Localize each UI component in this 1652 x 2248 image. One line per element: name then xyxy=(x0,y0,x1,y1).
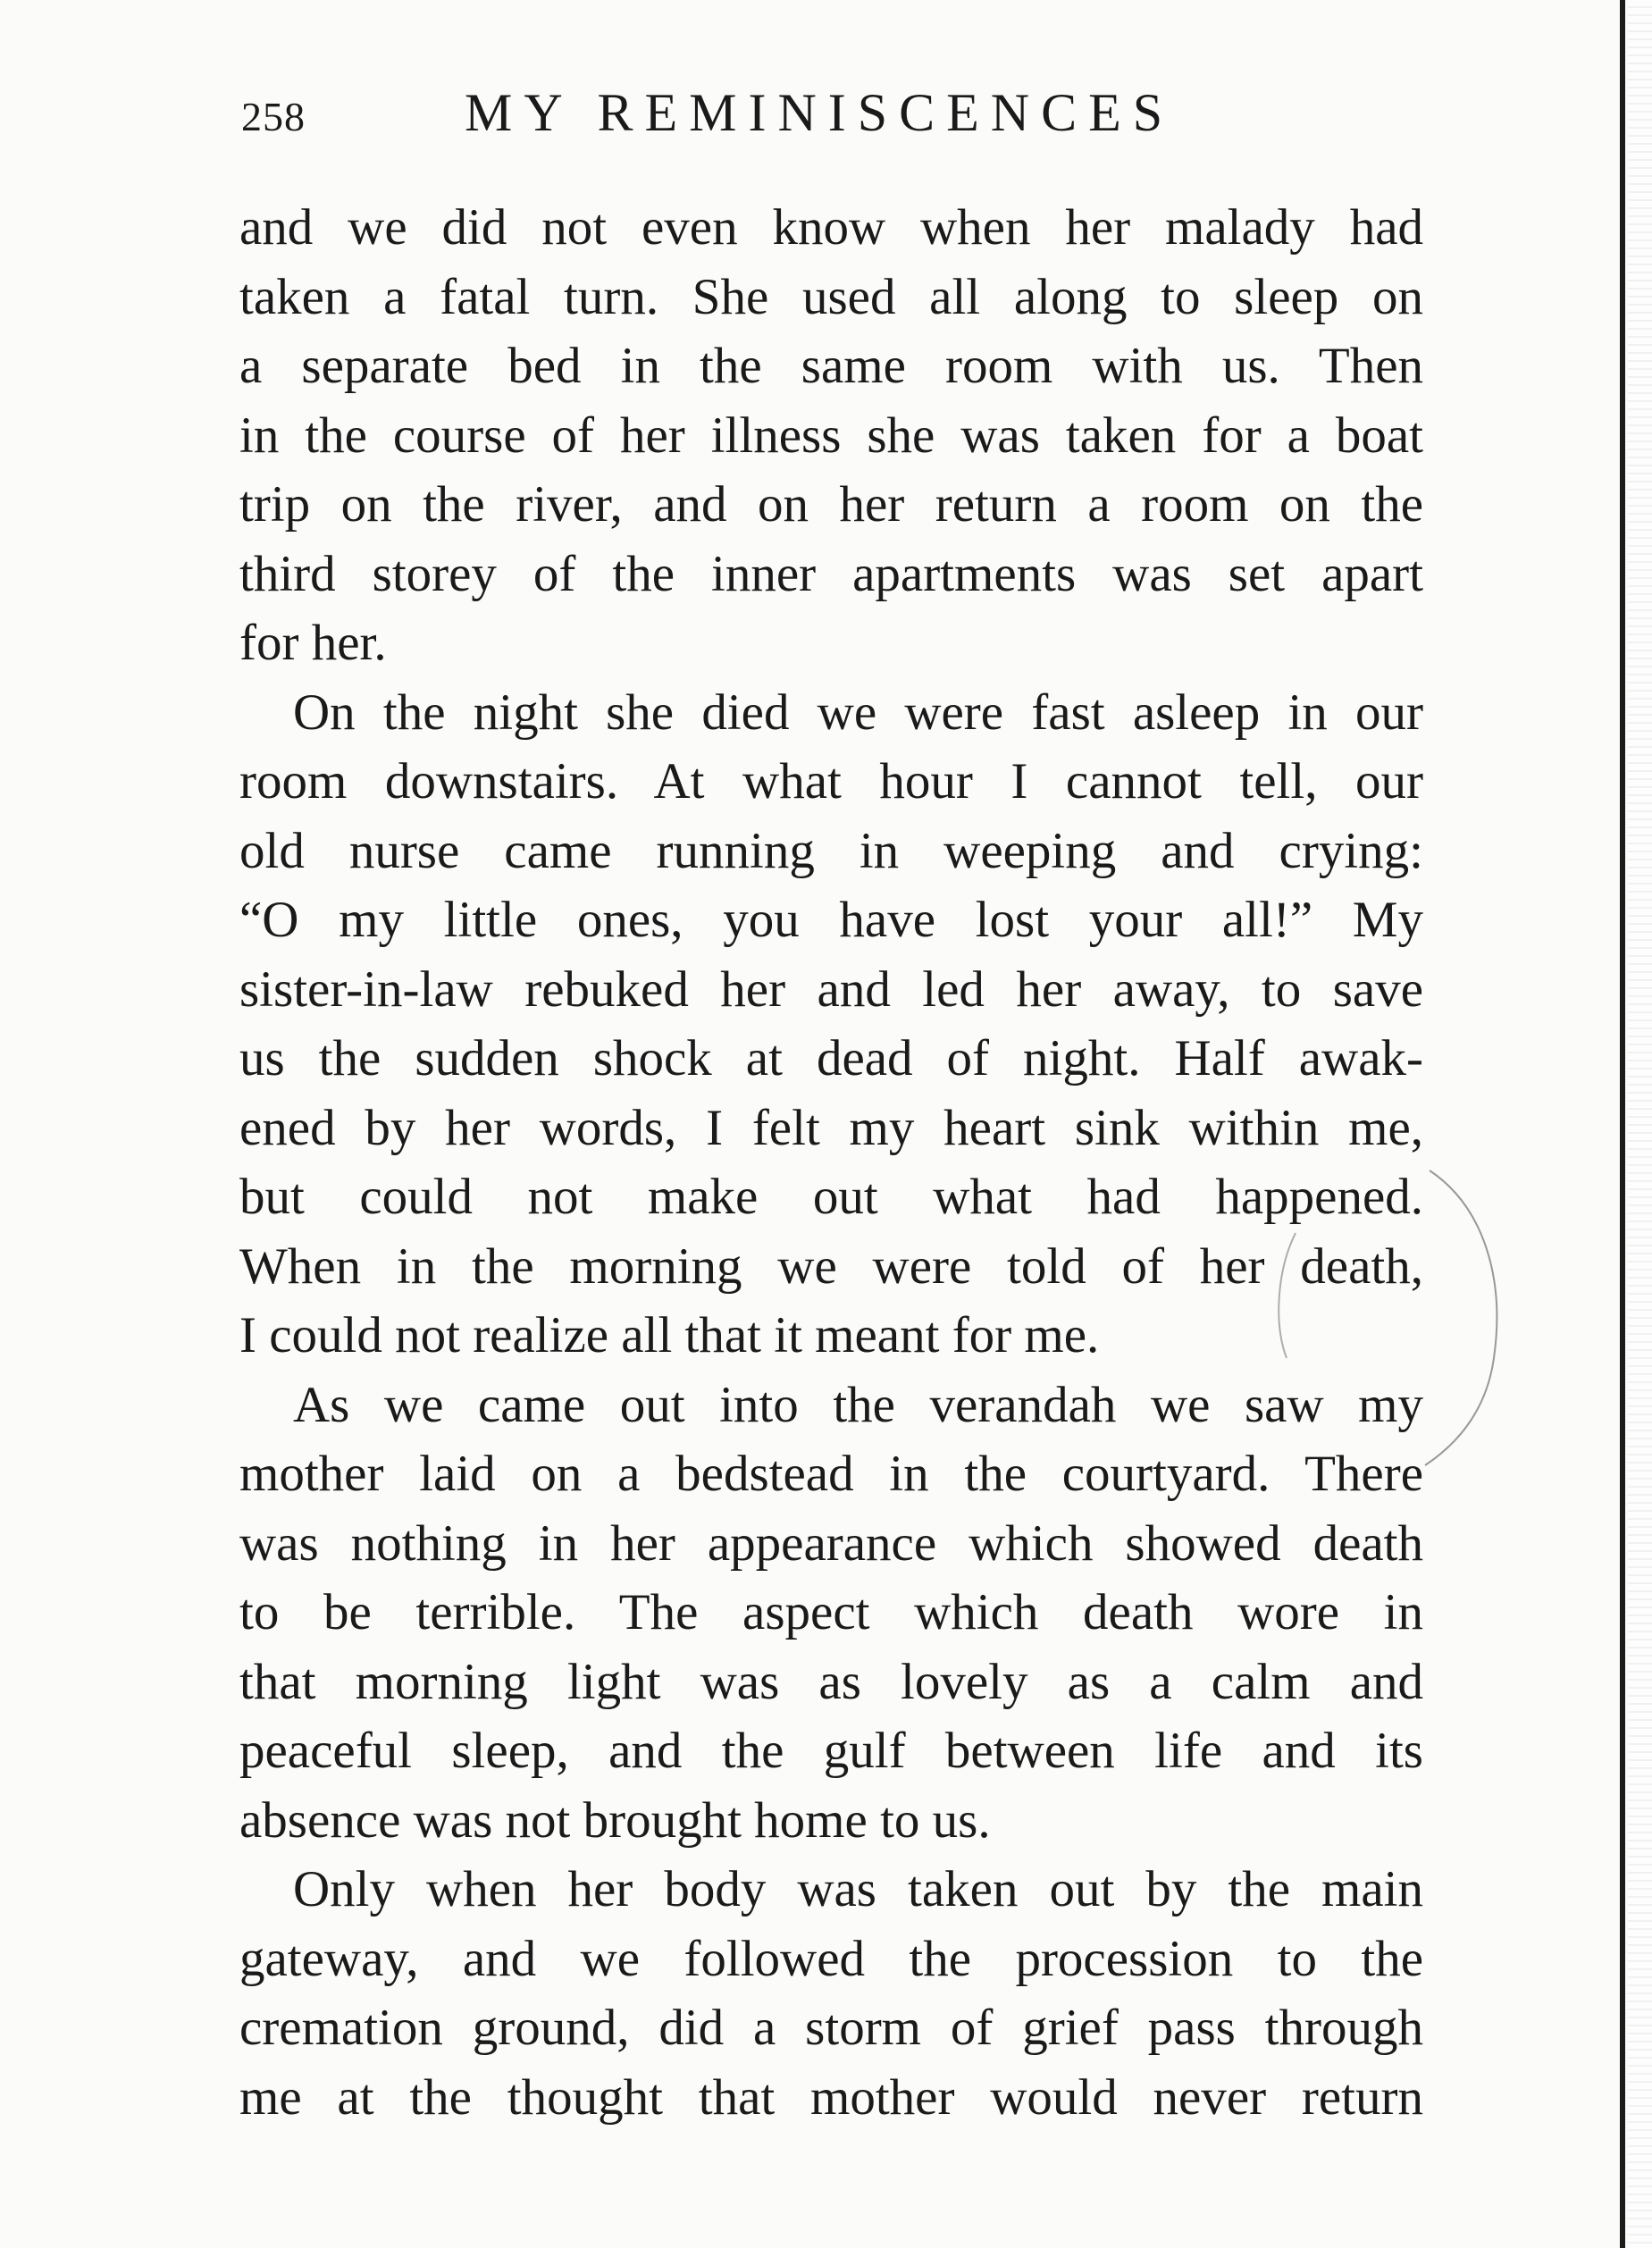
text-line: ened by her words, I felt my heart sink within me, xyxy=(239,1099,1423,1156)
text-line: me at the thought that mother would never return xyxy=(239,2068,1423,2126)
text-line: trip on the river, and on her return a room on the xyxy=(239,476,1423,533)
text-line: a separate bed in the same room with us. Then xyxy=(239,338,1423,394)
scan-gutter-shadow xyxy=(1628,0,1652,2248)
text-line: Only when her body was taken out by the main xyxy=(293,1861,1423,1917)
text-line: room downstairs. At what hour I cannot tell, our xyxy=(239,753,1423,809)
text-line: third storey of the inner apartments was set apart xyxy=(239,545,1423,602)
pencil-margin-mark xyxy=(1260,1153,1510,1528)
text-line: but could not make out what had happened. xyxy=(239,1169,1423,1225)
text-line: and we did not even know when her malady had xyxy=(239,199,1423,256)
body-text xyxy=(239,193,1423,2132)
text-line: to be terrible. The aspect which death wore in xyxy=(239,1584,1423,1640)
text-line: absence was not brought home to us. xyxy=(239,1791,991,1849)
running-head xyxy=(241,82,1224,154)
scan-gutter-edge xyxy=(1620,0,1625,2248)
book-title: MY REMINISCENCES xyxy=(465,83,1175,142)
text-line: “O my little ones, you have lost your all!” My xyxy=(239,892,1423,948)
text-line: I could not realize all that it meant for me. xyxy=(239,1307,1100,1363)
text-line: gateway, and we followed the procession to the xyxy=(239,1930,1423,1987)
text-line: As we came out into the verandah we saw my xyxy=(293,1376,1423,1433)
paragraph-2 xyxy=(239,678,1423,1371)
page-number: 258 xyxy=(241,94,306,139)
paragraph-4 xyxy=(239,1855,1423,2132)
text-line: taken a fatal turn. She used all along to sleep on xyxy=(239,268,1423,325)
text-line: in the course of her illness she was taken for a boat xyxy=(239,407,1423,464)
text-line: that morning light was as lovely as a calm and xyxy=(239,1653,1423,1710)
text-line: mother laid on a bedstead in the courtyard. There xyxy=(239,1446,1423,1502)
text-line: us the sudden shock at dead of night. Half awak- xyxy=(239,1030,1423,1086)
text-line: for her. xyxy=(239,615,387,671)
text-line: On the night she died we were fast asleep in our xyxy=(293,684,1423,741)
text-line: peaceful sleep, and the gulf between life and its xyxy=(239,1723,1423,1779)
paragraph-3 xyxy=(239,1371,1423,1856)
text-line: sister-in-law rebuked her and led her away, to save xyxy=(239,960,1423,1018)
text-line: old nurse came running in weeping and crying: xyxy=(239,822,1423,879)
text-line: When in the morning we were told of her death, xyxy=(239,1237,1423,1295)
text-line: cremation ground, did a storm of grief pass through xyxy=(239,2000,1423,2056)
text-line: was nothing in her appearance which showed death xyxy=(239,1514,1423,1572)
paragraph-1 xyxy=(239,193,1423,678)
